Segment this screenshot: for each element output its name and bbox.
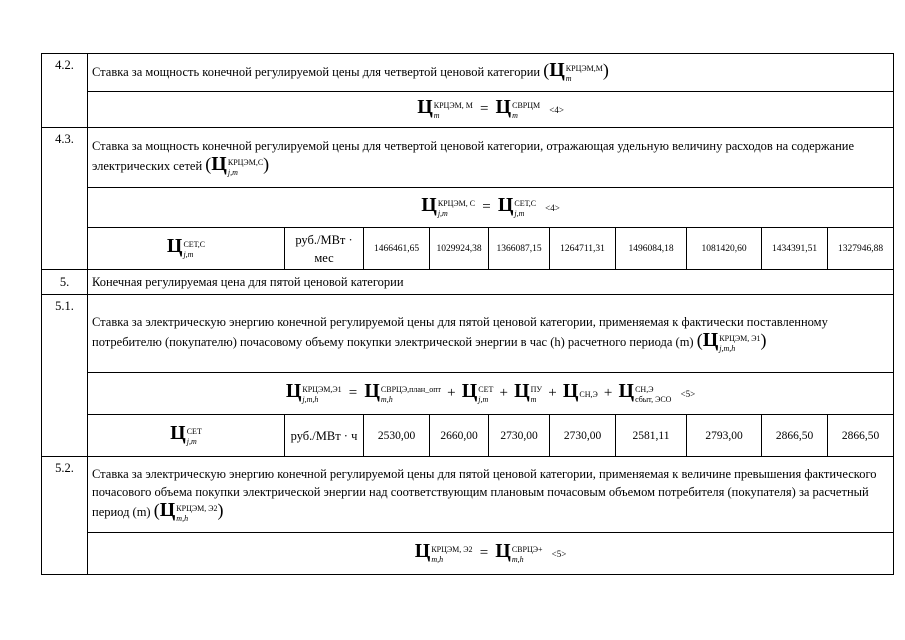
formula-symbol: Ц [618,380,635,403]
formula-symbol: Ц [417,96,433,119]
formula-sup: КРЦЭМ, С [437,198,476,208]
value-cell: 2530,00 [364,415,430,457]
formula-sup: ПУ [530,384,543,394]
row-description: Ставка за мощность конечной регулируемой цены для четвертой ценовой категории, отражающая удельную величину расходов на содержание электрических сетей (Ц КРЦЭМ,С j,m ) [88,128,894,188]
formula-sub: j,m [478,394,489,404]
symbol-subscript: j,m,h [719,343,736,353]
formula: Ц КРЦЭМ, С j,m = Ц СЕТ,С j,m <4> [88,188,894,228]
formula-sup: СН,Э [635,384,654,394]
row-description: Ставка за мощность конечной регулируемой цены для четвертой ценовой категории (Ц КРЦЭМ,М m ) [88,54,894,92]
formula-sub: m [530,394,537,404]
formula-symbol: Ц [497,194,514,217]
value-cell: 1466461,65 [364,228,430,270]
unit: руб./МВт · мес [285,228,364,270]
value-cell: 2793,00 [687,415,762,457]
value-cell: 1496084,18 [616,228,687,270]
formula-symbol: Ц [549,59,565,82]
formula-symbol: Ц [562,380,579,403]
row-4-3-formula [42,188,894,228]
formula-sup: КРЦЭМ, Э2 [431,544,473,554]
symbol-superscript: КРЦЭМ, Э1 [719,333,761,343]
unit: руб./МВт · ч [285,415,364,457]
symbol-subscript: m [565,73,572,83]
symbol-superscript: СЕТ,С [183,239,206,249]
row-5-2-formula [42,533,894,575]
row-4-3 [42,128,894,188]
symbol-subscript: m,h [176,513,189,523]
formula-symbol: Ц [495,96,512,119]
formula-sub: сбыт, ЭСО [635,394,672,404]
value-cell: 1081420,60 [687,228,762,270]
description-text: Ставка за электрическую энергию конечной регулируемой цены для пятой ценовой категории, применяемая к величине превышения фактического почасового объема покупки электрической энергии над соответствующим плановым почасовым объемом потребителя (покупателя) за расчетный период (m) [92,467,877,520]
value-cell: 2866,50 [828,415,894,457]
value-cell: 2730,00 [489,415,550,457]
row-4-3-values [42,228,894,270]
symbol-superscript: СЕТ [186,426,202,436]
formula-sub: m,h [431,554,444,564]
row-number: 5. [42,270,88,295]
formula-sub: m,h [380,394,393,404]
description-text: Ставка за мощность конечной регулируемой цены для четвертой ценовой категории, отражающая удельную величину расходов на содержание электрических сетей [92,139,855,174]
formula-sub: j,m [437,208,448,218]
value-cell: 1434391,51 [762,228,828,270]
formula: Ц КРЦЭМ, Э2 m,h = Ц СВРЦЭ+ m,h <5> [88,533,894,575]
formula-symbol: Ц [461,380,478,403]
row-description: Ставка за электрическую энергию конечной регулируемой цены для пятой ценовой категории, применяемая к фактически поставленному потребителю (покупателю) почасовому объему покупки электрической энергии в час (h) расчетного периода (m) (Ц КРЦЭМ, Э1 j,m,h ) [88,295,894,373]
tariff-table [41,53,894,575]
formula-sub: m [433,110,440,120]
formula-sup: СЕТ [478,384,494,394]
formula-symbol: Ц [170,422,186,445]
formula-symbol: Ц [166,235,183,258]
formula-sup: КРЦЭМ, М [433,100,473,110]
formula-symbol: Ц [414,540,431,563]
formula-sup: СВРЦМ [512,100,541,110]
row-number: 5.1. [42,295,88,457]
formula-symbol: Ц [421,194,437,217]
value-symbol [88,415,285,457]
description-text: Ставка за мощность конечной регулируемой цены для четвертой ценовой категории [92,65,541,80]
formula-sub: j,m,h [302,394,319,404]
formula-symbol: Ц [211,153,227,176]
formula-symbol: Ц [159,499,176,522]
row-4-2-formula [42,92,894,128]
formula-sub: m [512,110,518,120]
formula-sup: СЕТ,С [514,198,537,208]
value-symbol [88,228,285,270]
row-description: Конечная регулируемая цена для пятой ценовой категории [88,270,894,295]
formula-symbol: Ц [514,380,530,403]
row-number: 5.2. [42,457,88,575]
row-5-1 [42,295,894,373]
formula-symbol: Ц [285,380,302,403]
symbol-subscript: j,m [183,249,194,259]
description-text: Ставка за электрическую энергию конечной регулируемой цены для пятой ценовой категории, применяемая к фактически поставленному потребителю (покупателю) почасовому объему покупки электрической энергии в час (h) расчетного периода (m) [92,315,828,350]
row-5-1-formula [42,373,894,415]
symbol-superscript: КРЦЭМ, Э2 [176,503,218,513]
symbol-subscript: j,m [227,167,238,177]
row-5-1-values [42,415,894,457]
formula: Ц КРЦЭМ,Э1 j,m,h = Ц СВРЦЭ,план_опт m,h + Ц СЕТ j,m + Ц ПУ m + Ц СН,Э + Ц СН,Э сбыт, ЭСО <5> [88,373,894,415]
formula-sup: СН,Э [579,389,598,399]
symbol-subscript: j,m [186,436,197,446]
value-cell: 1366087,15 [489,228,550,270]
symbol-superscript: КРЦЭМ,С [227,157,264,167]
formula-sub: j,m [514,208,525,218]
formula: Ц КРЦЭМ, М m = Ц СВРЦМ m <4> [88,92,894,128]
symbol-superscript: КРЦЭМ,М [565,63,603,73]
formula-reference: <5> [680,389,696,400]
formula-symbol: Ц [495,540,511,563]
value-cell: 2866,50 [762,415,828,457]
value-cell: 2730,00 [550,415,616,457]
formula-reference: <4> [545,203,560,214]
row-description: Ставка за электрическую энергию конечной регулируемой цены для пятой ценовой категории, применяемая к величине превышения фактического почасового объема покупки электрической энергии над соответствующим плановым почасовым объемом потребителя (покупателя) за расчетный период (m) (Ц КРЦЭМ, Э2 m,h ) [88,457,894,533]
formula-reference: <5> [551,549,567,560]
value-cell: 2660,00 [430,415,489,457]
value-cell: 1029924,38 [430,228,489,270]
formula-symbol: Ц [364,380,380,403]
value-cell: 1327946,88 [828,228,894,270]
formula-sup: СВРЦЭ,план_опт [380,384,441,394]
formula-reference: <4> [549,105,564,116]
row-number: 4.2. [42,54,88,128]
formula-symbol: Ц [702,329,719,352]
value-cell: 2581,11 [616,415,687,457]
row-4-2 [42,54,894,92]
row-number: 4.3. [42,128,88,270]
value-cell: 1264711,31 [550,228,616,270]
formula-sub: m,h [511,554,524,564]
formula-sup: КРЦЭМ,Э1 [302,384,342,394]
formula-sup: СВРЦЭ+ [511,544,543,554]
row-5 [42,270,894,295]
row-5-2 [42,457,894,533]
